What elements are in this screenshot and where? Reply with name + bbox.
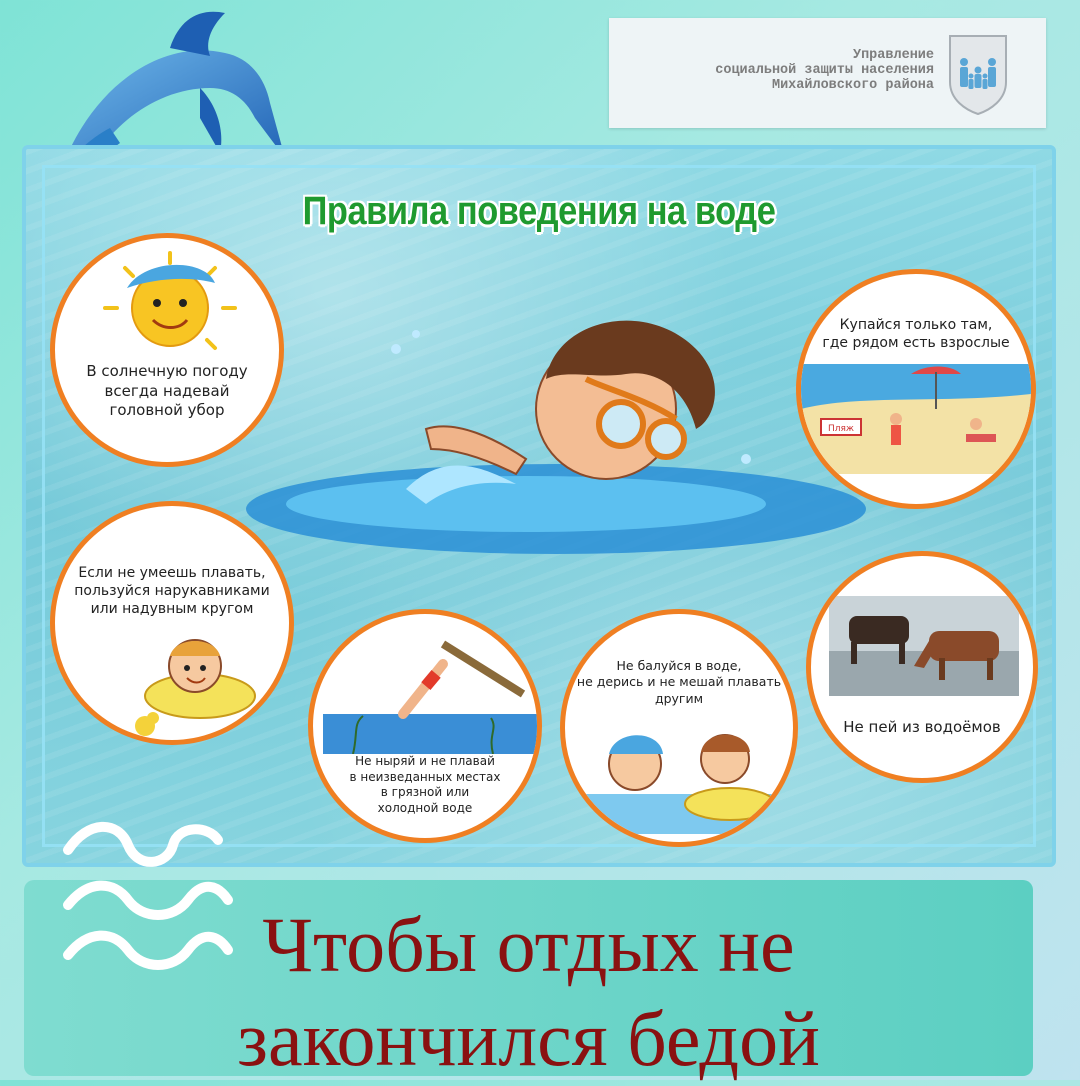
caption-line: не дерись и не мешай плавать	[576, 674, 782, 690]
diving-boy-illustration	[323, 634, 537, 754]
poster-title: Правила поведения на воде	[302, 189, 776, 233]
rule-caption	[313, 754, 537, 816]
children-playing-illustration	[575, 714, 793, 834]
caption-line: В солнечную погоду	[86, 362, 248, 380]
cows-in-water-photo	[829, 596, 1019, 696]
rule-caption	[811, 718, 1033, 738]
slogan-text	[24, 898, 1033, 1086]
rule-use-floats	[50, 501, 294, 745]
caption-line: Не балуйся в воде,	[616, 658, 742, 673]
beach-sign-label: Пляж	[827, 424, 855, 434]
rule-sun-hat	[50, 233, 284, 467]
organization-name	[715, 48, 934, 93]
caption-line: или надувным кругом	[90, 601, 254, 618]
caption-line: Купайся только там,	[839, 317, 993, 333]
family-shield-icon	[946, 32, 1010, 116]
caption-line: пользуйся нарукавниками	[74, 583, 270, 600]
water-safety-poster	[22, 145, 1056, 867]
slogan-line-1: Чтобы отдых не	[262, 901, 795, 988]
caption-line: всегда надевай	[104, 381, 230, 400]
rule-caption	[55, 362, 279, 421]
caption-line: Если не умеешь плавать,	[78, 565, 266, 581]
rule-swim-with-adults	[796, 269, 1036, 509]
sun-with-hat-icon	[95, 248, 245, 358]
rule-caption	[801, 316, 1031, 352]
girl-with-swim-ring-illustration	[115, 626, 285, 745]
organization-badge	[609, 18, 1046, 128]
caption-line: Не ныряй и не плавай	[355, 754, 495, 768]
caption-line: головной убор	[109, 401, 225, 419]
caption-line: где рядом есть взрослые	[822, 335, 1010, 352]
organization-line-2: социальной защиты населения	[715, 63, 934, 78]
swimming-boy-illustration	[226, 299, 876, 569]
caption-line: Не пей из водоёмов	[843, 718, 1001, 736]
rule-caption	[565, 658, 793, 707]
slogan-line-2: закончился бедой	[237, 995, 820, 1082]
organization-line-1: Управление	[852, 48, 934, 63]
rule-no-diving	[308, 609, 542, 843]
rule-no-fighting	[560, 609, 798, 847]
caption-line: в грязной или	[380, 785, 470, 800]
slogan-banner	[24, 880, 1033, 1082]
caption-line: в неизведанных местах	[349, 769, 501, 784]
rule-no-drinking	[806, 551, 1038, 783]
caption-line: холодной воде	[377, 800, 473, 815]
beach-scene-illustration	[801, 364, 1031, 474]
rule-caption	[55, 564, 289, 619]
caption-line: другим	[654, 690, 704, 706]
organization-line-3: Михайловского района	[771, 78, 934, 93]
